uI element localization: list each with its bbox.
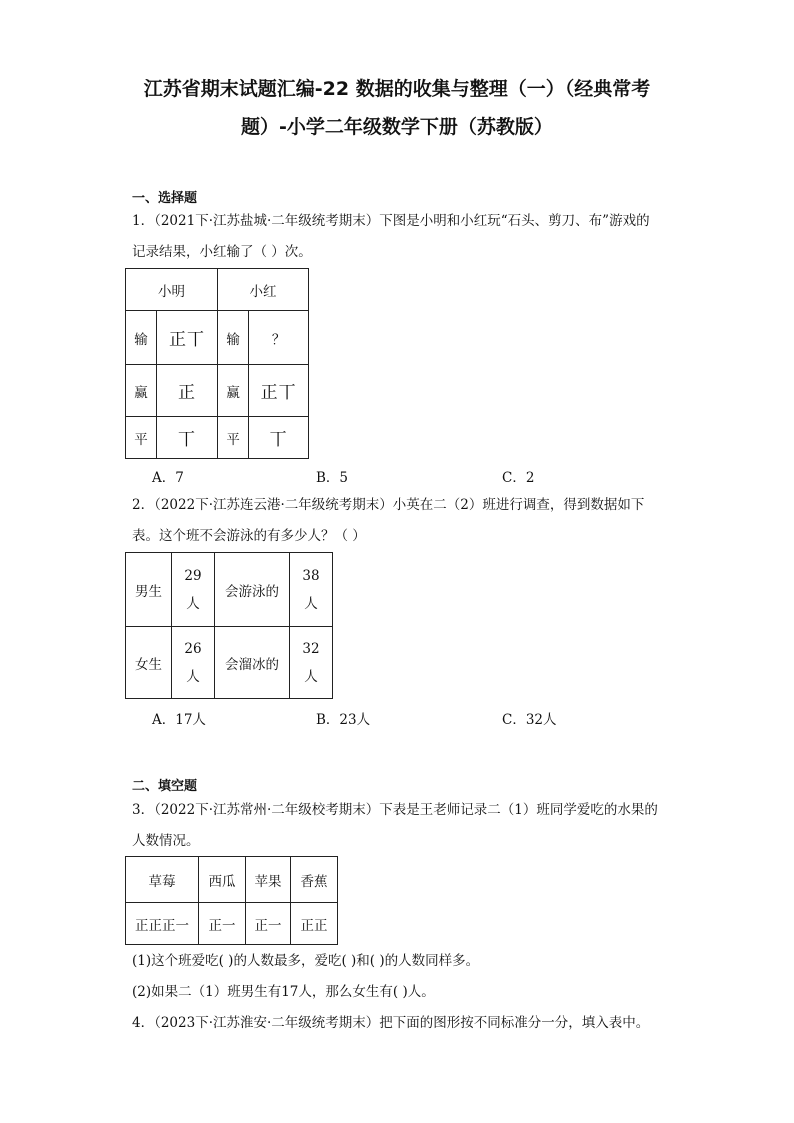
tally-cell: 正丅 [249, 365, 309, 417]
table-cell: 赢 [218, 365, 249, 417]
question-1-text: 1．（2021下·江苏盐城·二年级统考期末）下图是小明和小红玩“石头、剪刀、布”游戏的记录结果，小红输了（ ）次。 [132, 213, 650, 260]
table-cell: 输 [218, 311, 249, 365]
table-cell: 平 [218, 417, 249, 459]
table-cell: 会溜冰的 [215, 627, 290, 699]
title-line-2: 题）-小学二年级数学下册（苏教版） [241, 116, 553, 138]
option-b[interactable]: B．5 [316, 470, 349, 486]
document-title [80, 70, 714, 146]
table-cell [172, 553, 215, 627]
section-heading-fill: 二、填空题 [132, 779, 198, 794]
cell-unit: 人 [304, 595, 318, 612]
cell-number: 32 [302, 640, 320, 657]
table-header: 西瓜 [199, 857, 246, 903]
question-2-table [125, 552, 333, 699]
title-line-1: 江苏省期末试题汇编-22 数据的收集与整理（一）（经典常考 [143, 78, 651, 100]
tally-cell: 正一 [246, 903, 291, 945]
tally-cell: 正一 [199, 903, 246, 945]
table-cell: 男生 [126, 553, 172, 627]
cell-number: 38 [302, 567, 320, 584]
cell-number: 26 [184, 640, 202, 657]
section-heading-choice: 一、选择题 [132, 191, 198, 206]
question-1-table [125, 268, 309, 459]
table-cell [290, 627, 333, 699]
cell-unit: 人 [186, 595, 200, 612]
option-b[interactable]: B．23人 [316, 712, 371, 728]
table-cell: ？ [249, 311, 309, 365]
question-4-text: 4．（2023下·江苏淮安·二年级统考期末）把下面的图形按不同标准分一分，填入表中。 [132, 1015, 650, 1031]
question-2-text: 2．（2022下·江苏连云港·二年级统考期末）小英在二（2）班进行调查，得到数据如下表。这个班不会游泳的有多少人？（ ） [132, 497, 645, 544]
table-header: 小明 [126, 269, 218, 311]
cell-unit: 人 [304, 668, 318, 685]
cell-unit: 人 [186, 668, 200, 685]
question-3-sub-2: (2)如果二（1）班男生有17人，那么女生有( )人。 [132, 984, 435, 1000]
table-header: 香蕉 [291, 857, 338, 903]
table-header: 草莓 [126, 857, 199, 903]
option-c[interactable]: C．2 [502, 470, 535, 486]
table-cell: 输 [126, 311, 157, 365]
cell-number: 29 [184, 567, 202, 584]
table-header: 小红 [218, 269, 309, 311]
tally-cell: 正正正一 [126, 903, 199, 945]
table-cell: 赢 [126, 365, 157, 417]
tally-cell: 正正 [291, 903, 338, 945]
option-a[interactable]: A．7 [152, 470, 184, 486]
table-header: 苹果 [246, 857, 291, 903]
option-a[interactable]: A．17人 [152, 712, 206, 728]
table-cell: 会游泳的 [215, 553, 290, 627]
tally-cell: 丅 [157, 417, 218, 459]
option-c[interactable]: C．32人 [502, 712, 557, 728]
table-cell [290, 553, 333, 627]
question-3-table [125, 856, 338, 945]
question-3-sub-1: (1)这个班爱吃( )的人数最多，爱吃( )和( )的人数同样多。 [132, 953, 480, 969]
question-3-text: 3．（2022下·江苏常州·二年级校考期末）下表是王老师记录二（1）班同学爱吃的水果的人数情况。 [132, 802, 658, 849]
tally-cell: 丅 [249, 417, 309, 459]
tally-cell: 正丅 [157, 311, 218, 365]
tally-cell: 正 [157, 365, 218, 417]
table-cell: 女生 [126, 627, 172, 699]
table-cell [172, 627, 215, 699]
table-cell: 平 [126, 417, 157, 459]
